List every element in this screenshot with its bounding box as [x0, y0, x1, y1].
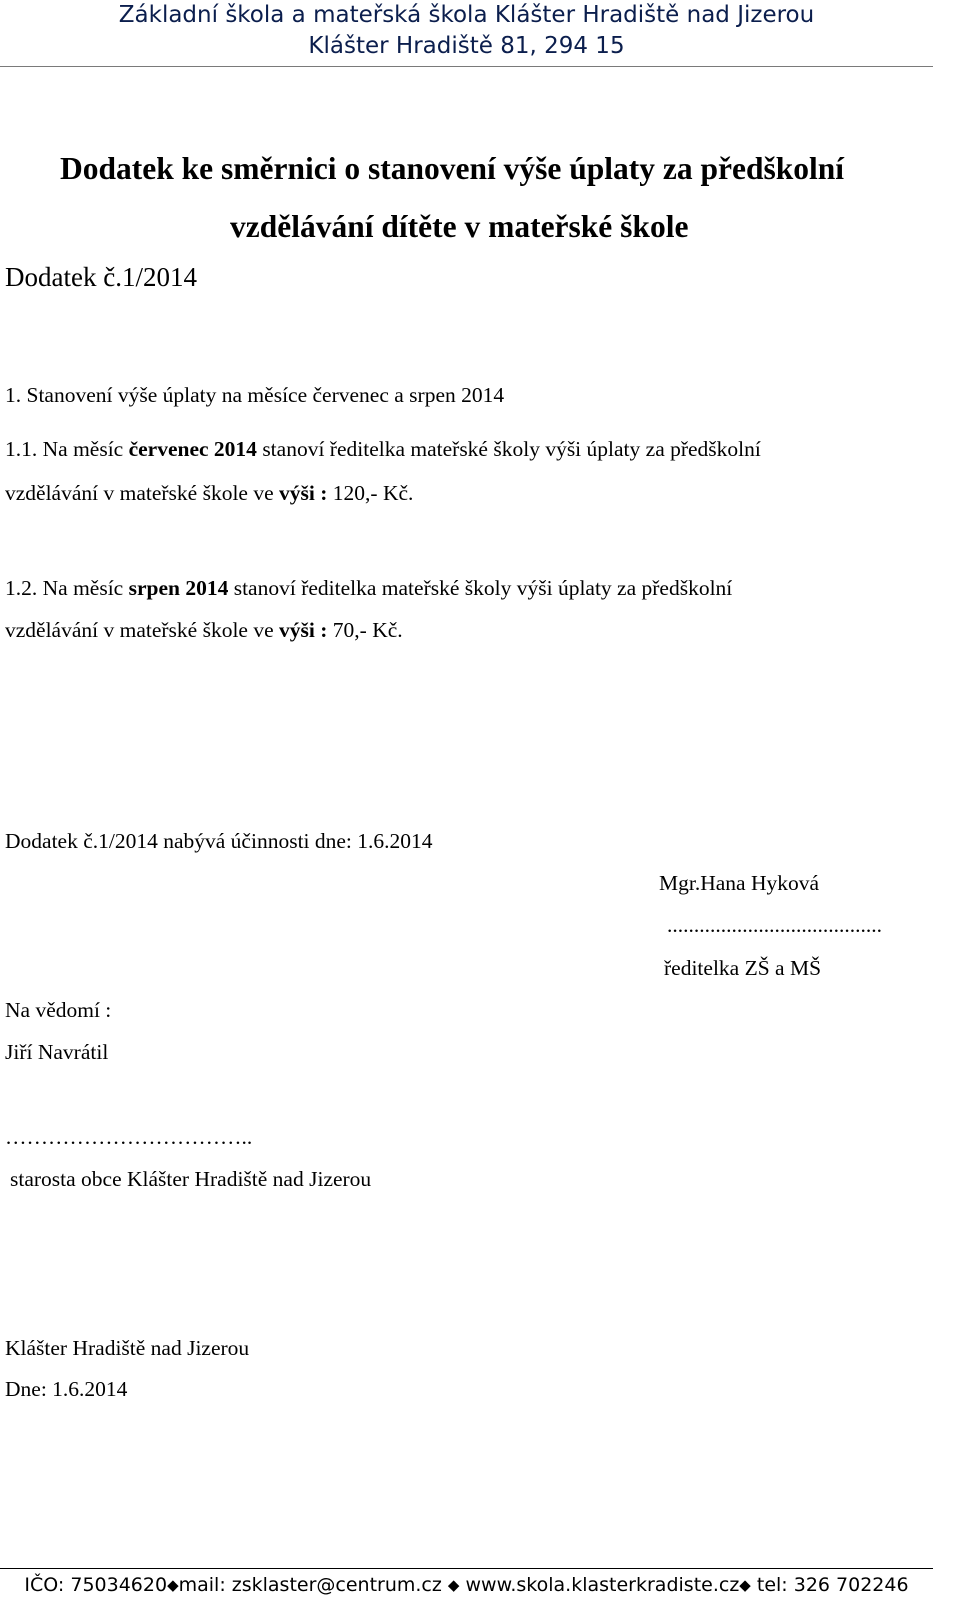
- section-heading: 1. Stanovení výše úplaty na měsíce červenec a srpen 2014: [5, 383, 505, 407]
- director-role: ředitelka ZŠ a MŠ: [664, 956, 822, 980]
- item-2-prefix: 1.2. Na měsíc: [5, 576, 129, 600]
- mayor-name: Jiří Navrátil: [5, 1040, 109, 1064]
- item-2-line-1: [5, 576, 732, 601]
- item-2-line2-start: vzdělávání v mateřské škole ve: [5, 618, 280, 642]
- mayor-role: starosta obce Klášter Hradiště nad Jizerou: [10, 1167, 372, 1191]
- item-2-line-2: [5, 618, 403, 643]
- school-name: Základní škola a mateřská škola Klášter Hradiště nad Jizerou: [118, 2, 815, 28]
- effective-date: Dodatek č.1/2014 nabývá účinnosti dne: 1.6.2014: [5, 829, 433, 853]
- item-1-line-1: [5, 437, 761, 462]
- director-signature-line: ........................................: [667, 913, 882, 937]
- item-1-amount: 120,- Kč.: [327, 481, 414, 505]
- place: Klášter Hradiště nad Jizerou: [5, 1336, 250, 1360]
- footer-divider: [0, 1568, 933, 1569]
- item-1-line-2: [5, 481, 413, 506]
- header-divider: [0, 66, 933, 67]
- item-1-prefix: 1.1. Na měsíc: [5, 437, 129, 461]
- diamond-icon: ◆: [739, 1576, 751, 1594]
- acknowledged-label: Na vědomí :: [5, 998, 112, 1022]
- footer-mail: mail: zsklaster@centrum.cz: [178, 1574, 448, 1596]
- item-2-month: srpen 2014: [128, 576, 229, 600]
- footer-contact: [0, 1574, 933, 1596]
- item-2-middle: stanoví ředitelka mateřské školy výši úplaty za předškolní: [228, 576, 733, 600]
- date: Dne: 1.6.2014: [5, 1377, 128, 1401]
- diamond-icon: ◆: [167, 1576, 179, 1594]
- school-address: Klášter Hradiště 81, 294 15: [308, 33, 625, 59]
- director-name: Mgr.Hana Hyková: [659, 871, 820, 895]
- item-2-amount-label: výši :: [279, 618, 328, 642]
- document-number: Dodatek č.1/2014: [5, 262, 197, 292]
- document-title-line1: Dodatek ke směrnici o stanovení výše úplaty za předškolní: [60, 151, 845, 186]
- mayor-signature-line: ……………………………..: [5, 1125, 253, 1149]
- item-1-month: červenec 2014: [128, 437, 257, 461]
- diamond-icon: ◆: [447, 1576, 460, 1594]
- item-1-amount-label: výši :: [279, 481, 328, 505]
- footer-web: www.skola.klasterkradiste.cz: [459, 1574, 740, 1596]
- footer-tel: tel: 326 702246: [750, 1574, 909, 1596]
- item-1-middle: stanoví ředitelka mateřské školy výši úplaty za předškolní: [256, 437, 761, 461]
- footer-ico: IČO: 75034620: [24, 1574, 168, 1596]
- document-title-line2: vzdělávání dítěte v mateřské škole: [230, 209, 689, 244]
- item-2-amount: 70,- Kč.: [327, 618, 403, 642]
- item-1-line2-start: vzdělávání v mateřské škole ve: [5, 481, 280, 505]
